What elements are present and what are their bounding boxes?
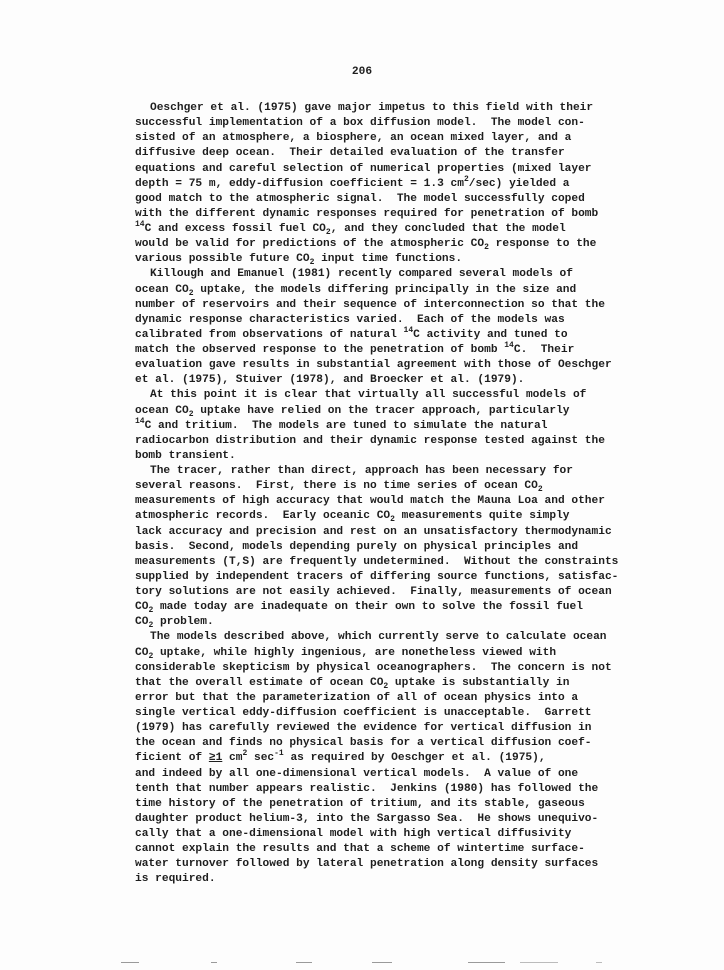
text-line — [135, 146, 635, 161]
text-line — [135, 661, 635, 676]
scan-artifact — [372, 962, 392, 963]
text-line — [135, 325, 635, 343]
scan-artifact — [211, 962, 217, 963]
text-line — [135, 222, 635, 237]
text-line — [135, 101, 635, 116]
text-line — [135, 434, 635, 449]
text-line — [135, 283, 635, 298]
text-line — [135, 540, 635, 555]
text-segment: ficient of — [135, 752, 209, 765]
text-segment: sec — [247, 752, 275, 765]
text-segment: sisted of an atmosphere, a biosphere, an ocean mixed layer, and a — [135, 132, 572, 145]
subscript: 2 — [325, 228, 331, 237]
text-segment: C and tritium. The models are tuned to simulate the natural — [144, 419, 548, 432]
text-segment: C. Their — [513, 344, 575, 356]
text-line — [135, 404, 635, 419]
text-segment: the ocean and finds no physical basis for a vertical diffusion coef- — [135, 737, 592, 750]
text-line — [135, 842, 635, 857]
text-segment: match the observed response to the penetration of bomb — [135, 344, 505, 356]
text-segment: The tracer, rather than direct, approach has been necessary for — [150, 465, 573, 477]
text-segment: At this point it is clear that virtually all successful models of — [150, 389, 587, 402]
text-segment: successful implementation of a box diffusion model. The model con- — [135, 117, 585, 130]
text-line — [135, 857, 635, 872]
text-segment: cally that a one-dimensional model with high vertical diffusivity — [135, 828, 572, 840]
text-line — [135, 252, 635, 267]
text-segment: diffusive deep ocean. Their detailed evaluation of the transfer — [135, 147, 565, 160]
subscript: 2 — [188, 288, 194, 298]
text-segment: made today are inadequate on their own to solve the fossil fuel — [153, 601, 583, 614]
text-line — [135, 706, 635, 721]
text-segment: input time functions. — [314, 253, 463, 266]
text-segment: bomb transient. — [135, 449, 236, 462]
text-line — [135, 509, 635, 524]
text-segment: time history of the penetration of tritium, and its stable, gaseous — [135, 797, 585, 810]
text-segment: , and they concluded that the model — [330, 223, 566, 235]
text-line — [135, 388, 635, 403]
text-segment: single vertical eddy-diffusion coefficient is unacceptable. Garrett — [135, 707, 592, 719]
text-segment: lack accuracy and precision and rest on an unsatisfactory thermodynamic — [135, 525, 612, 538]
text-segment: CO — [135, 601, 149, 614]
text-segment: error but that the parameterization of all of ocean physics into a — [135, 691, 579, 704]
text-line — [135, 237, 635, 252]
text-segment: measurements of high accuracy that would match the Mauna Loa and other — [135, 495, 605, 508]
text-segment: dynamic response characteristics varied. Each of the models was — [135, 313, 565, 326]
text-segment: cannot explain the results and that a scheme of wintertime surface- — [135, 843, 585, 856]
page-number: 206 — [351, 66, 373, 78]
text-line — [135, 585, 635, 600]
text-line — [135, 751, 635, 766]
text-segment: water turnover followed by lateral penetration along density surfaces — [135, 858, 599, 871]
text-line — [135, 162, 635, 177]
text-segment: various possible future CO — [135, 253, 310, 266]
text-segment: C and excess fossil fuel CO — [144, 223, 326, 235]
superscript: -1 — [274, 749, 284, 759]
text-line — [135, 298, 635, 313]
text-segment: cm — [222, 752, 243, 765]
text-line — [135, 131, 635, 146]
text-segment: and indeed by all one-dimensional vertical models. A value of one — [135, 767, 579, 780]
scan-artifact — [596, 962, 602, 963]
text-segment: C activity and tuned to — [413, 328, 568, 341]
subscript: 2 — [537, 485, 543, 495]
text-segment: tenth that number appears realistic. Jenkins (1980) has followed the — [135, 782, 599, 795]
text-line — [135, 313, 635, 328]
text-segment: problem. — [153, 616, 214, 629]
text-line — [135, 174, 635, 192]
text-line — [135, 827, 635, 842]
text-line — [135, 812, 635, 827]
text-segment: measurements (T,S) are frequently undetermined. Without the constraints — [135, 555, 619, 568]
text-segment: et al. (1975), Stuiver (1978), and Broecker et al. (1979). — [135, 374, 525, 387]
superscript: 14 — [504, 341, 514, 350]
text-line — [135, 525, 635, 540]
text-segment: basis. Second, models depending purely on physical principles and — [135, 540, 579, 553]
text-segment: that the overall estimate of ocean CO — [135, 676, 384, 689]
scan-artifact — [296, 962, 312, 963]
superscript: 2 — [463, 174, 469, 184]
subscript: 2 — [390, 515, 395, 525]
text-segment: tory solutions are not easily achieved. Finally, measurements of ocean — [135, 586, 612, 598]
subscript: 2 — [484, 243, 489, 253]
text-segment: supplied by independent tracers of differing source functions, satisfac- — [135, 570, 619, 583]
text-segment: good match to the atmospheric signal. The model successfully coped — [135, 192, 585, 205]
text-line — [135, 343, 635, 358]
text-segment: uptake, the models differing principally in the size and — [193, 283, 577, 296]
scan-artifact — [468, 962, 505, 963]
body-text — [135, 101, 635, 888]
text-line — [135, 782, 635, 797]
text-line — [135, 646, 635, 661]
text-line — [135, 797, 635, 812]
text-line — [135, 464, 635, 479]
text-segment: (1979) has carefully reviewed the evidence for vertical diffusion in — [135, 722, 592, 735]
text-line — [135, 358, 635, 373]
text-line — [135, 736, 635, 751]
superscript: 14 — [135, 220, 145, 229]
text-segment: calibrated from observations of natural — [135, 328, 404, 341]
text-line — [135, 192, 635, 207]
text-segment: response to the — [488, 238, 597, 251]
text-segment: radiocarbon distribution and their dynamic response tested against the — [135, 434, 605, 447]
text-line — [135, 416, 635, 434]
scan-artifact — [520, 962, 558, 963]
text-line — [135, 494, 635, 509]
text-line — [135, 676, 635, 691]
text-segment: considerable skepticism by physical oceanographers. The concern is not — [135, 661, 612, 674]
text-line — [135, 615, 635, 630]
text-line — [135, 872, 635, 887]
text-segment: several reasons. First, there is no time series of ocean CO — [135, 480, 538, 493]
text-line — [135, 479, 635, 494]
superscript: 14 — [403, 325, 414, 335]
text-line — [135, 721, 635, 736]
text-line — [135, 570, 635, 585]
text-segment: equations and careful selection of numerical properties (mixed layer — [135, 162, 592, 175]
text-line — [135, 449, 635, 464]
subscript: 2 — [188, 409, 194, 419]
text-segment: atmospheric records. Early oceanic CO — [135, 510, 391, 523]
text-segment: ocean CO — [135, 283, 189, 296]
superscript: 2 — [242, 749, 248, 759]
text-segment: /sec) yielded a — [468, 177, 570, 190]
text-line — [135, 116, 635, 131]
text-segment: depth = 75 m, eddy-diffusion coefficient = 1.3 cm — [135, 177, 464, 190]
text-segment: with the different dynamic responses required for penetration of bomb — [135, 207, 599, 220]
text-segment: uptake is substantially in — [388, 676, 570, 689]
text-segment: daughter product helium-3, into the Sargasso Sea. He shows unequivo- — [135, 812, 599, 825]
text-segment: Killough and Emanuel (1981) recently compared several models of — [150, 268, 573, 281]
text-segment: CO — [135, 646, 149, 659]
scan-artifact — [121, 962, 139, 963]
text-segment: measurements quite simply — [394, 510, 570, 523]
text-line — [135, 600, 635, 615]
subscript: 2 — [148, 651, 154, 661]
text-line — [135, 373, 635, 388]
superscript: 14 — [135, 416, 145, 426]
text-segment: Oeschger et al. (1975) gave major impetus to this field with their — [150, 102, 594, 114]
text-segment: CO — [135, 616, 149, 629]
text-segment: number of reservoirs and their sequence of interconnection so that the — [135, 298, 605, 311]
text-line — [135, 207, 635, 222]
subscript: 2 — [148, 621, 154, 631]
text-segment: uptake have relied on the tracer approach, particularly — [193, 404, 570, 417]
underlined-text: ≥1 — [208, 752, 223, 765]
text-segment: as required by Oeschger et al. (1975), — [283, 752, 546, 765]
text-segment: ocean CO — [135, 404, 189, 417]
text-line — [135, 555, 635, 570]
text-segment: uptake, while highly ingenious, are nonetheless viewed with — [153, 646, 557, 659]
subscript: 2 — [383, 681, 389, 691]
text-segment: would be valid for predictions of the atmospheric CO — [135, 238, 485, 251]
subscript: 2 — [148, 606, 154, 616]
subscript: 2 — [309, 258, 315, 268]
text-line — [135, 691, 635, 706]
text-line — [135, 630, 635, 645]
text-line — [135, 767, 635, 782]
text-segment: is required. — [135, 873, 216, 886]
text-segment: The models described above, which currently serve to calculate ocean — [150, 631, 607, 644]
text-line — [135, 267, 635, 282]
text-segment: evaluation gave results in substantial agreement with those of Oeschger — [135, 359, 612, 372]
